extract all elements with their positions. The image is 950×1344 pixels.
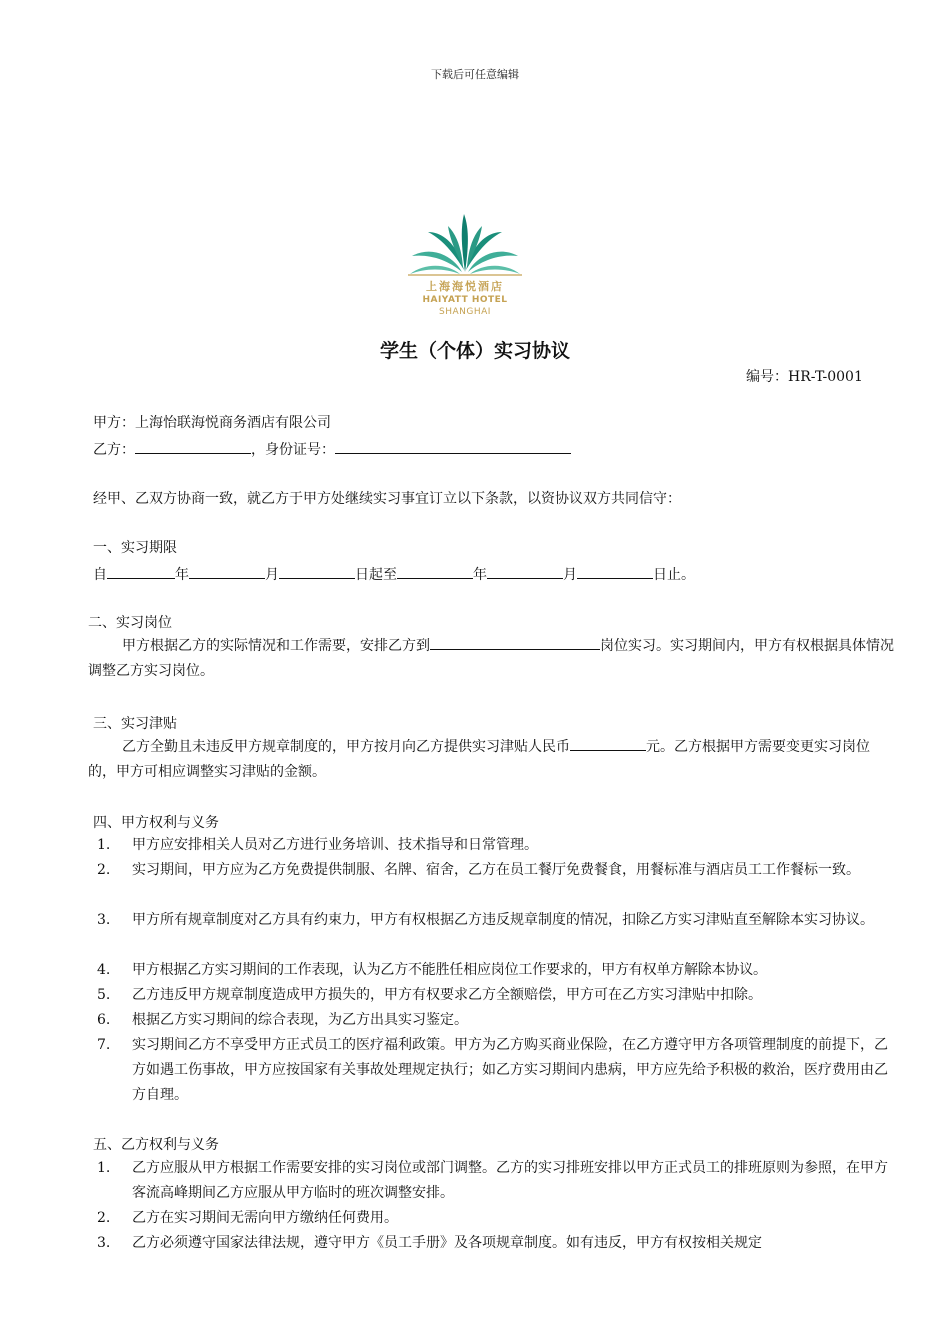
item-number: 6.: [97, 1012, 111, 1028]
section-2-text-after: 岗位实习。实习期间内，甲方有权根据具体情况调整乙方实习岗位。: [88, 638, 894, 679]
end-year-blank[interactable]: [397, 564, 473, 579]
document-title: 学生（个体）实习协议: [379, 340, 570, 362]
item-number: 1.: [97, 837, 111, 853]
palm-leaf-icon: [400, 210, 530, 276]
party-b-id-label: ，身份证号：: [251, 442, 335, 458]
hotel-logo: [400, 210, 530, 320]
item-number: 1.: [97, 1160, 111, 1176]
logo-name-cn: 上海海悦酒店: [426, 280, 504, 293]
section-1-heading: 一、实习期限: [93, 540, 177, 556]
start-year-blank[interactable]: [107, 564, 175, 579]
item-text: 乙方在实习期间无需向甲方缴纳任何费用。: [132, 1210, 398, 1226]
party-a: 甲方：上海怡联海悦商务酒店有限公司: [93, 415, 331, 431]
header-note: 下载后可任意编辑: [431, 68, 519, 81]
item-text: 乙方必须遵守国家法律法规，遵守甲方《员工手册》及各项规章制度。如有违反，甲方有权按相关规定: [132, 1235, 762, 1251]
item-number: 4.: [97, 962, 111, 978]
item-text: 实习期间，甲方应为乙方免费提供制服、名牌、宿舍，乙方在员工餐厅免费餐食，用餐标准与酒店员工工作餐标一致。: [132, 862, 860, 878]
party-b-name-blank[interactable]: [135, 439, 251, 454]
section-2-text-before: 甲方根据乙方的实际情况和工作需要，安排乙方到: [122, 638, 430, 654]
section-3-body: [88, 735, 896, 785]
month-label-2: 月: [563, 567, 577, 583]
start-day-blank[interactable]: [279, 564, 355, 579]
party-b-id-blank[interactable]: [335, 439, 571, 454]
document-code: 编号：HR-T-0001: [746, 369, 863, 385]
section-3-heading: 三、实习津贴: [93, 716, 177, 732]
section-2-body: [88, 634, 896, 684]
section-4-heading: 四、甲方权利与义务: [93, 815, 219, 831]
section-5-heading: 五、乙方权利与义务: [93, 1137, 219, 1153]
day-from-label: 日起至: [355, 567, 397, 583]
logo-name-en: HAIYATT HOTEL: [422, 295, 508, 305]
internship-period: [93, 564, 695, 585]
start-month-blank[interactable]: [189, 564, 265, 579]
end-day-blank[interactable]: [577, 564, 653, 579]
party-b: [93, 439, 571, 460]
item-number: 2.: [97, 862, 111, 878]
item-number: 2.: [97, 1210, 111, 1226]
item-number: 3.: [97, 912, 111, 928]
item-text: 根据乙方实习期间的综合表现，为乙方出具实习鉴定。: [132, 1012, 468, 1028]
year-label-2: 年: [473, 567, 487, 583]
section-2-heading: 二、实习岗位: [88, 615, 172, 631]
item-number: 3.: [97, 1235, 111, 1251]
end-month-blank[interactable]: [487, 564, 563, 579]
item-text: 实习期间乙方不享受甲方正式员工的医疗福利政策。甲方为乙方购买商业保险，在乙方遵守甲方各项管理制度的前提下，乙方如遇工伤事故，甲方应按国家有关事故处理规定执行；如乙方实习期间内患病，甲方应先给予积极的救治，医疗费用由乙方自理。: [132, 1037, 888, 1103]
allowance-amount-blank[interactable]: [570, 736, 646, 751]
year-label: 年: [175, 567, 189, 583]
item-number: 5.: [97, 987, 111, 1003]
logo-city-en: SHANGHAI: [439, 307, 491, 317]
item-text: 甲方应安排相关人员对乙方进行业务培训、技术指导和日常管理。: [132, 837, 538, 853]
item-text: 乙方违反甲方规章制度造成甲方损失的，甲方有权要求乙方全额赔偿，甲方可在乙方实习津贴中扣除。: [132, 987, 762, 1003]
intro-text: 经甲、乙双方协商一致，就乙方于甲方处继续实习事宜订立以下条款，以资协议双方共同信守：: [93, 491, 681, 507]
section-3-text-after: 元。乙方根据甲方需要变更实习岗位的，甲方可相应调整实习津贴的金额。: [88, 739, 870, 780]
position-blank[interactable]: [430, 635, 600, 650]
section-3-text-before: 乙方全勤且未违反甲方规章制度的，甲方按月向乙方提供实习津贴人民币: [122, 739, 570, 755]
period-from-label: 自: [93, 567, 107, 583]
item-text: 乙方应服从甲方根据工作需要安排的实习岗位或部门调整。乙方的实习排班安排以甲方正式员工的排班原则为参照，在甲方客流高峰期间乙方应服从甲方临时的班次调整安排。: [132, 1160, 888, 1201]
party-b-label: 乙方：: [93, 442, 135, 458]
item-text: 甲方根据乙方实习期间的工作表现，认为乙方不能胜任相应岗位工作要求的，甲方有权单方解除本协议。: [132, 962, 767, 978]
month-label: 月: [265, 567, 279, 583]
item-number: 7.: [97, 1037, 111, 1053]
item-text: 甲方所有规章制度对乙方具有约束力，甲方有权根据乙方违反规章制度的情况，扣除乙方实习津贴直至解除本实习协议。: [132, 912, 874, 928]
day-to-label: 日止。: [653, 567, 695, 583]
